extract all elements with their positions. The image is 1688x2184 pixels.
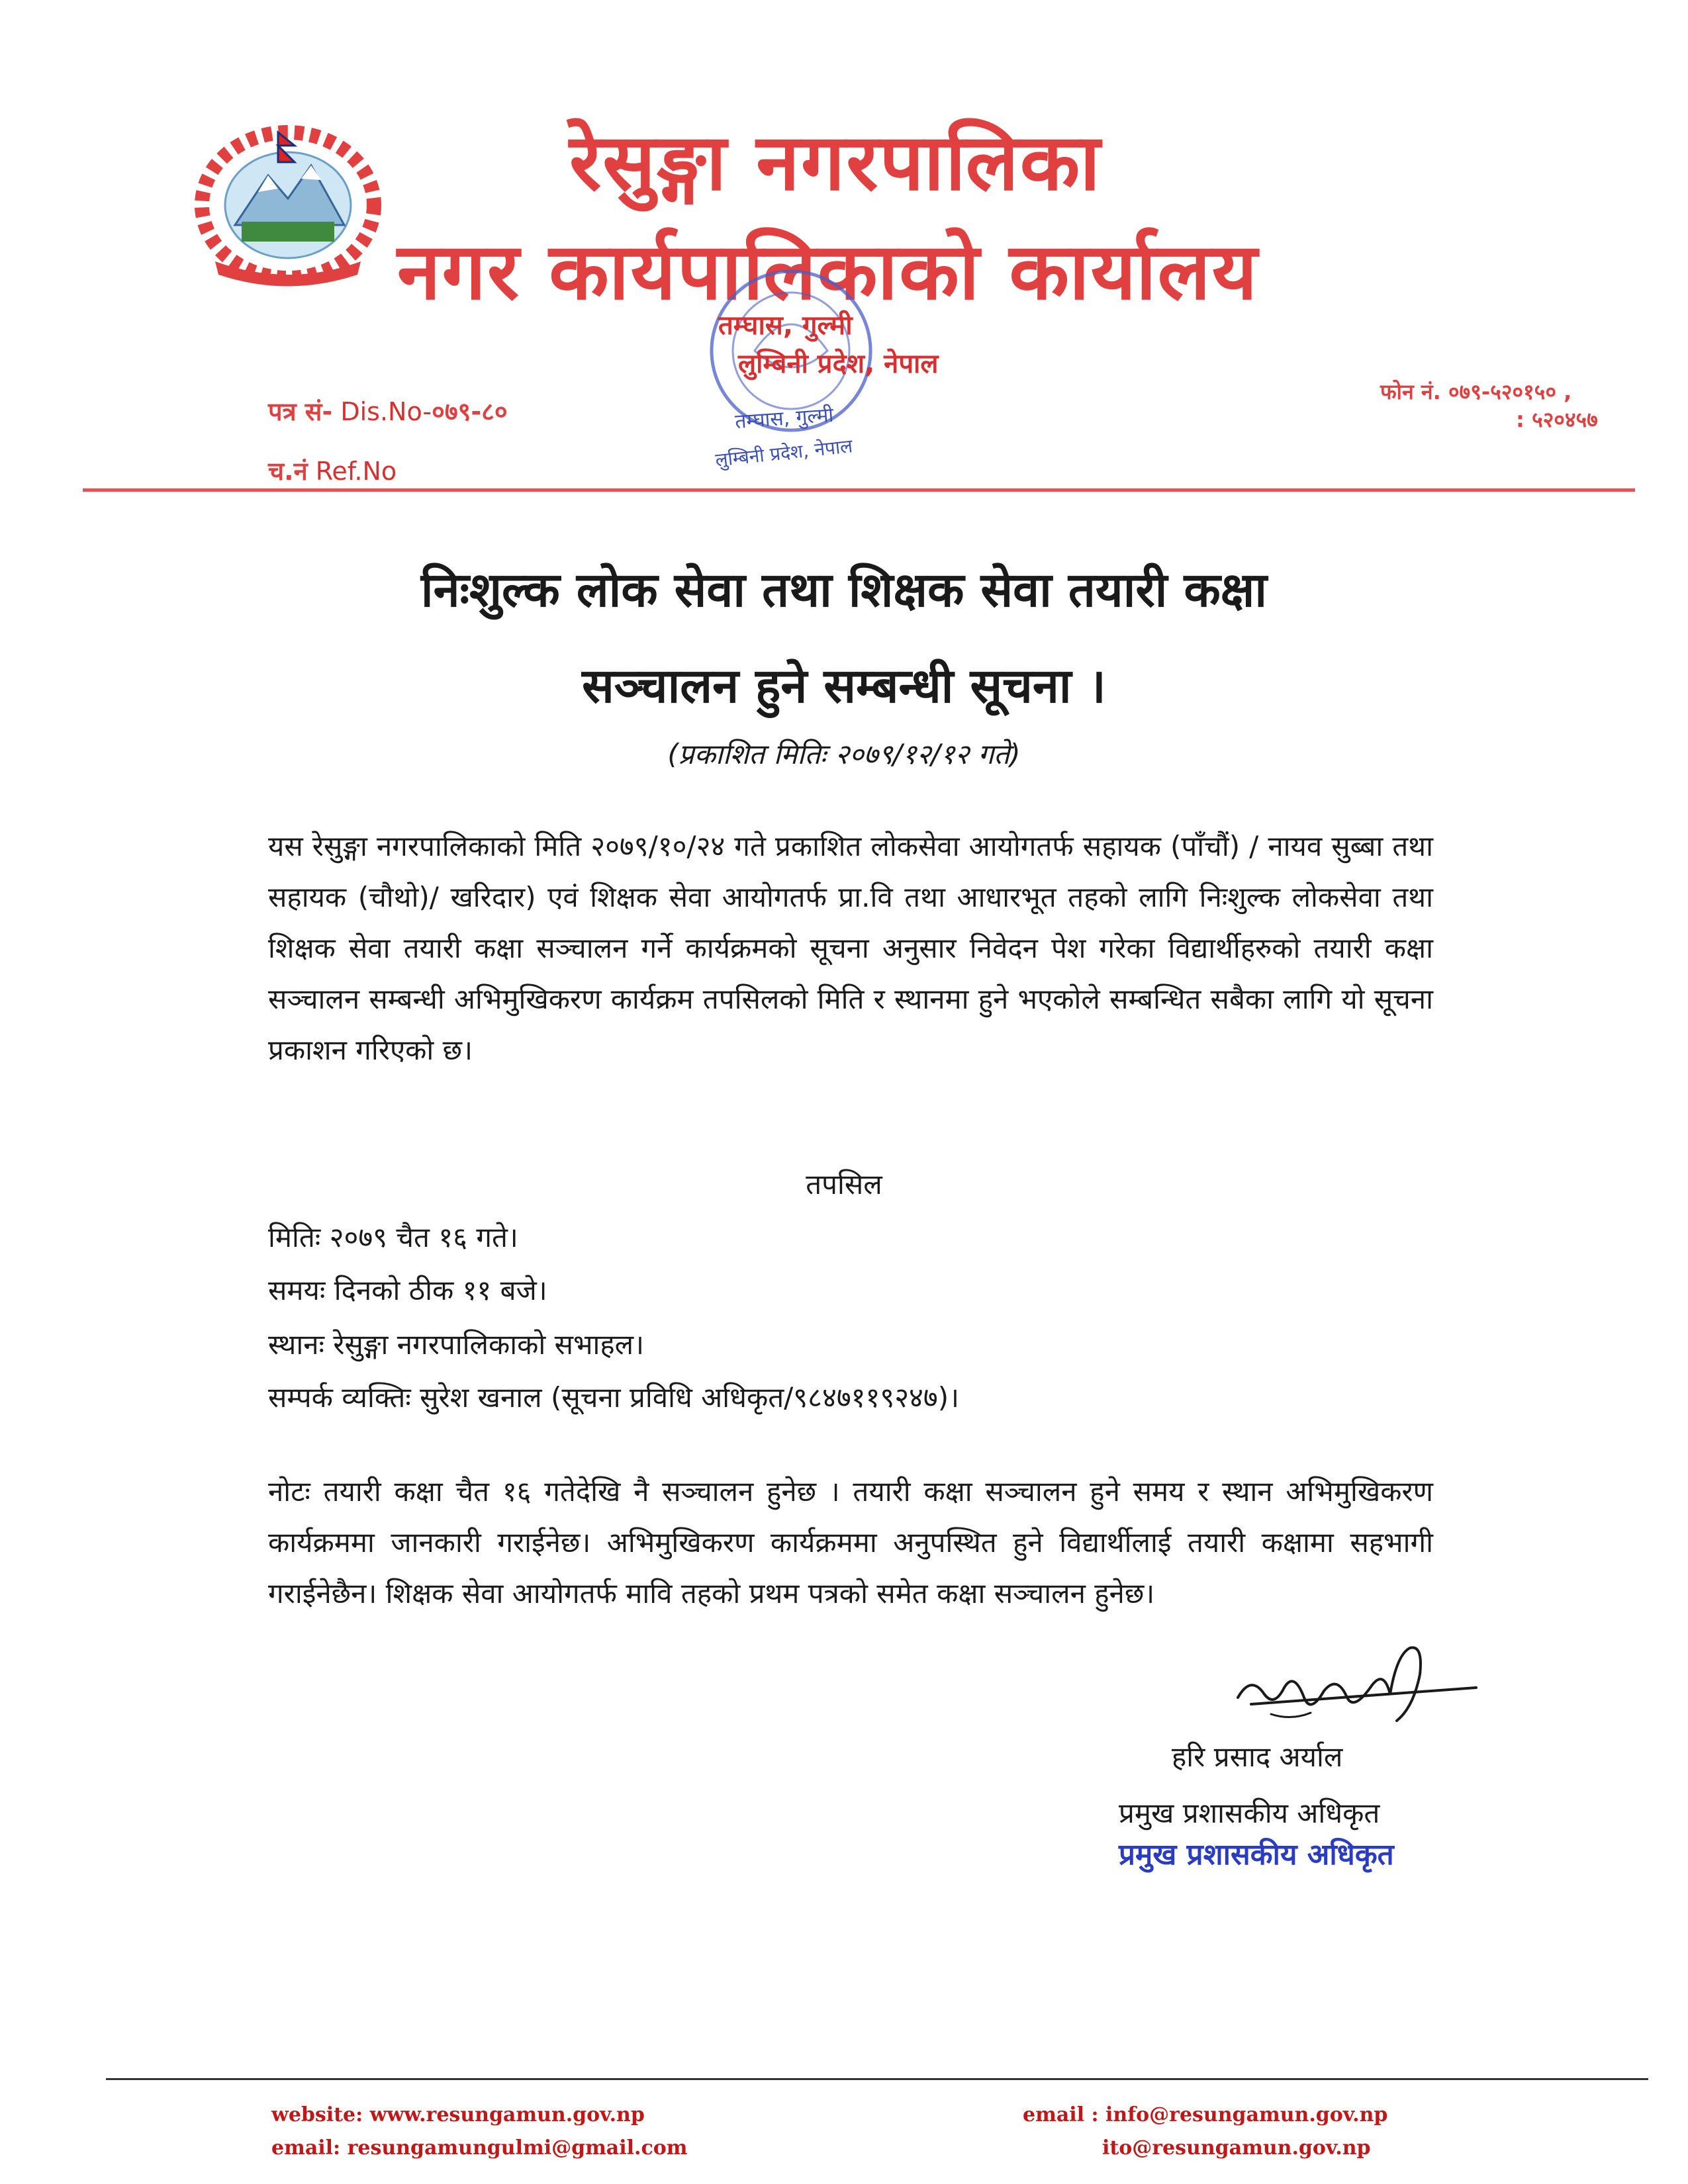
phone-line1: फोन नं. ०७९-५२०१५० , <box>1380 379 1572 404</box>
notice-note: नोटः तयारी कक्षा चैत १६ गतेदेखि नै सञ्चालन हुनेछ । तयारी कक्षा सञ्चालन हुने समय र स्थान अभिमुखिकरण कार्यक्रममा जानकारी गराईनेछ। अभिमुखिकरण कार्यक्रममा अनुपस्थित हुने विद्यार्थीलाई तयारी कक्षामा सहभागी गराईनेछैन। शिक्षक सेवा आयोगतर्फ मावि तहको प्रथम पत्रको समेत कक्षा सञ्चालन हुनेछ। <box>268 1475 1433 1610</box>
ch-value: Ref.No <box>307 457 397 486</box>
office-name: नगर कार्यपालिकाको कार्यालय <box>397 226 1259 317</box>
stamp-text-line1: तम्घास, गुल्मी <box>734 403 835 434</box>
footer-divider <box>106 2078 1648 2080</box>
notice-title-line2: सञ्चालन हुने सम्बन्धी सूचना । <box>582 658 1106 713</box>
ref-number: ०७९-८० <box>432 397 508 426</box>
detail-contact: सम्पर्क व्यक्तिः सुरेश खनाल (सूचना प्रविधि अधिकृत/९८४७११९२४७)। <box>268 1381 960 1414</box>
ch-label: च.नं <box>268 457 308 486</box>
footer-email-gmail[interactable]: email: resungamungulmi@gmail.com <box>271 2136 688 2160</box>
notice-title-line1: निःशुल्क लोक सेवा तथा शिक्षक सेवा तयारी कक्षा <box>420 562 1268 617</box>
detail-time: समयः दिनको ठीक ११ बजे। <box>268 1274 547 1306</box>
footer-email-ito[interactable]: ito@resungamun.gov.np <box>1102 2136 1371 2160</box>
stamp-text-line2: लुम्बिनी प्रदेश, नेपाल <box>714 435 854 471</box>
org-name: रेसुङ्गा नगरपालिका <box>569 116 1102 208</box>
letter-reference <box>268 394 508 428</box>
footer-email-info[interactable]: email : info@resungamun.gov.np <box>1023 2103 1388 2126</box>
detail-place: स्थानः रेसुङ्गा नगरपालिकाको सभाहल। <box>268 1328 645 1361</box>
office-address-line2: लुम्बिनी प्रदेश, नेपाल <box>738 349 939 379</box>
signatory-stamp: प्रमुख प्रशासकीय अधिकृत <box>1119 1838 1394 1872</box>
dispatch-reference <box>268 453 397 488</box>
notice-paragraph: यस रेसुङ्गा नगरपालिकाको मिति २०७९/१०/२४ गते प्रकाशित लोकसेवा आयोगतर्फ सहायक (पाँचौं) / नायव सुब्बा तथा सहायक (चौथो)/ खरिदार) एवं शिक्षक सेवा आयोगतर्फ प्रा.वि तथा आधारभूत तहको लागि निःशुल्क लोकसेवा तथा शिक्षक सेवा तयारी कक्षा सञ्चालन गर्ने कार्यक्रमको सूचना अनुसार निवेदन पेश गरेका विद्यार्थीहरुको तयारी कक्षा सञ्चालन सम्बन्धी अभिमुखिकरण कार्यक्रम तपसिलको मिति र स्थानमा हुने भएकोले सम्बन्धित सबैका लागि यो सूचना प्रकाशन गरिएको छ। <box>268 830 1433 1066</box>
phone-line2: : ५२०४५७ <box>1516 407 1598 432</box>
footer-website[interactable]: website: www.resungamun.gov.np <box>271 2103 645 2126</box>
signatory-name: हरि प्रसाद अर्याल <box>1172 1741 1343 1773</box>
detail-date: मितिः २०७९ चैत १६ गते। <box>268 1221 518 1253</box>
nepal-emblem-icon <box>189 113 387 291</box>
details-heading: तपसिल <box>806 1168 882 1201</box>
ref-prefix: Dis.No- <box>332 397 432 426</box>
published-date: (प्रकाशित मितिः २०७९/१२/१२ गते) <box>667 738 1021 770</box>
header-divider <box>83 488 1635 492</box>
ref-label: पत्र सं- <box>268 397 333 426</box>
office-address-line1: तम्घास, गुल्मी <box>718 310 853 341</box>
signatory-title: प्रमुख प्रशासकीय अधिकृत <box>1119 1797 1380 1829</box>
signature-icon <box>1211 1635 1496 1741</box>
